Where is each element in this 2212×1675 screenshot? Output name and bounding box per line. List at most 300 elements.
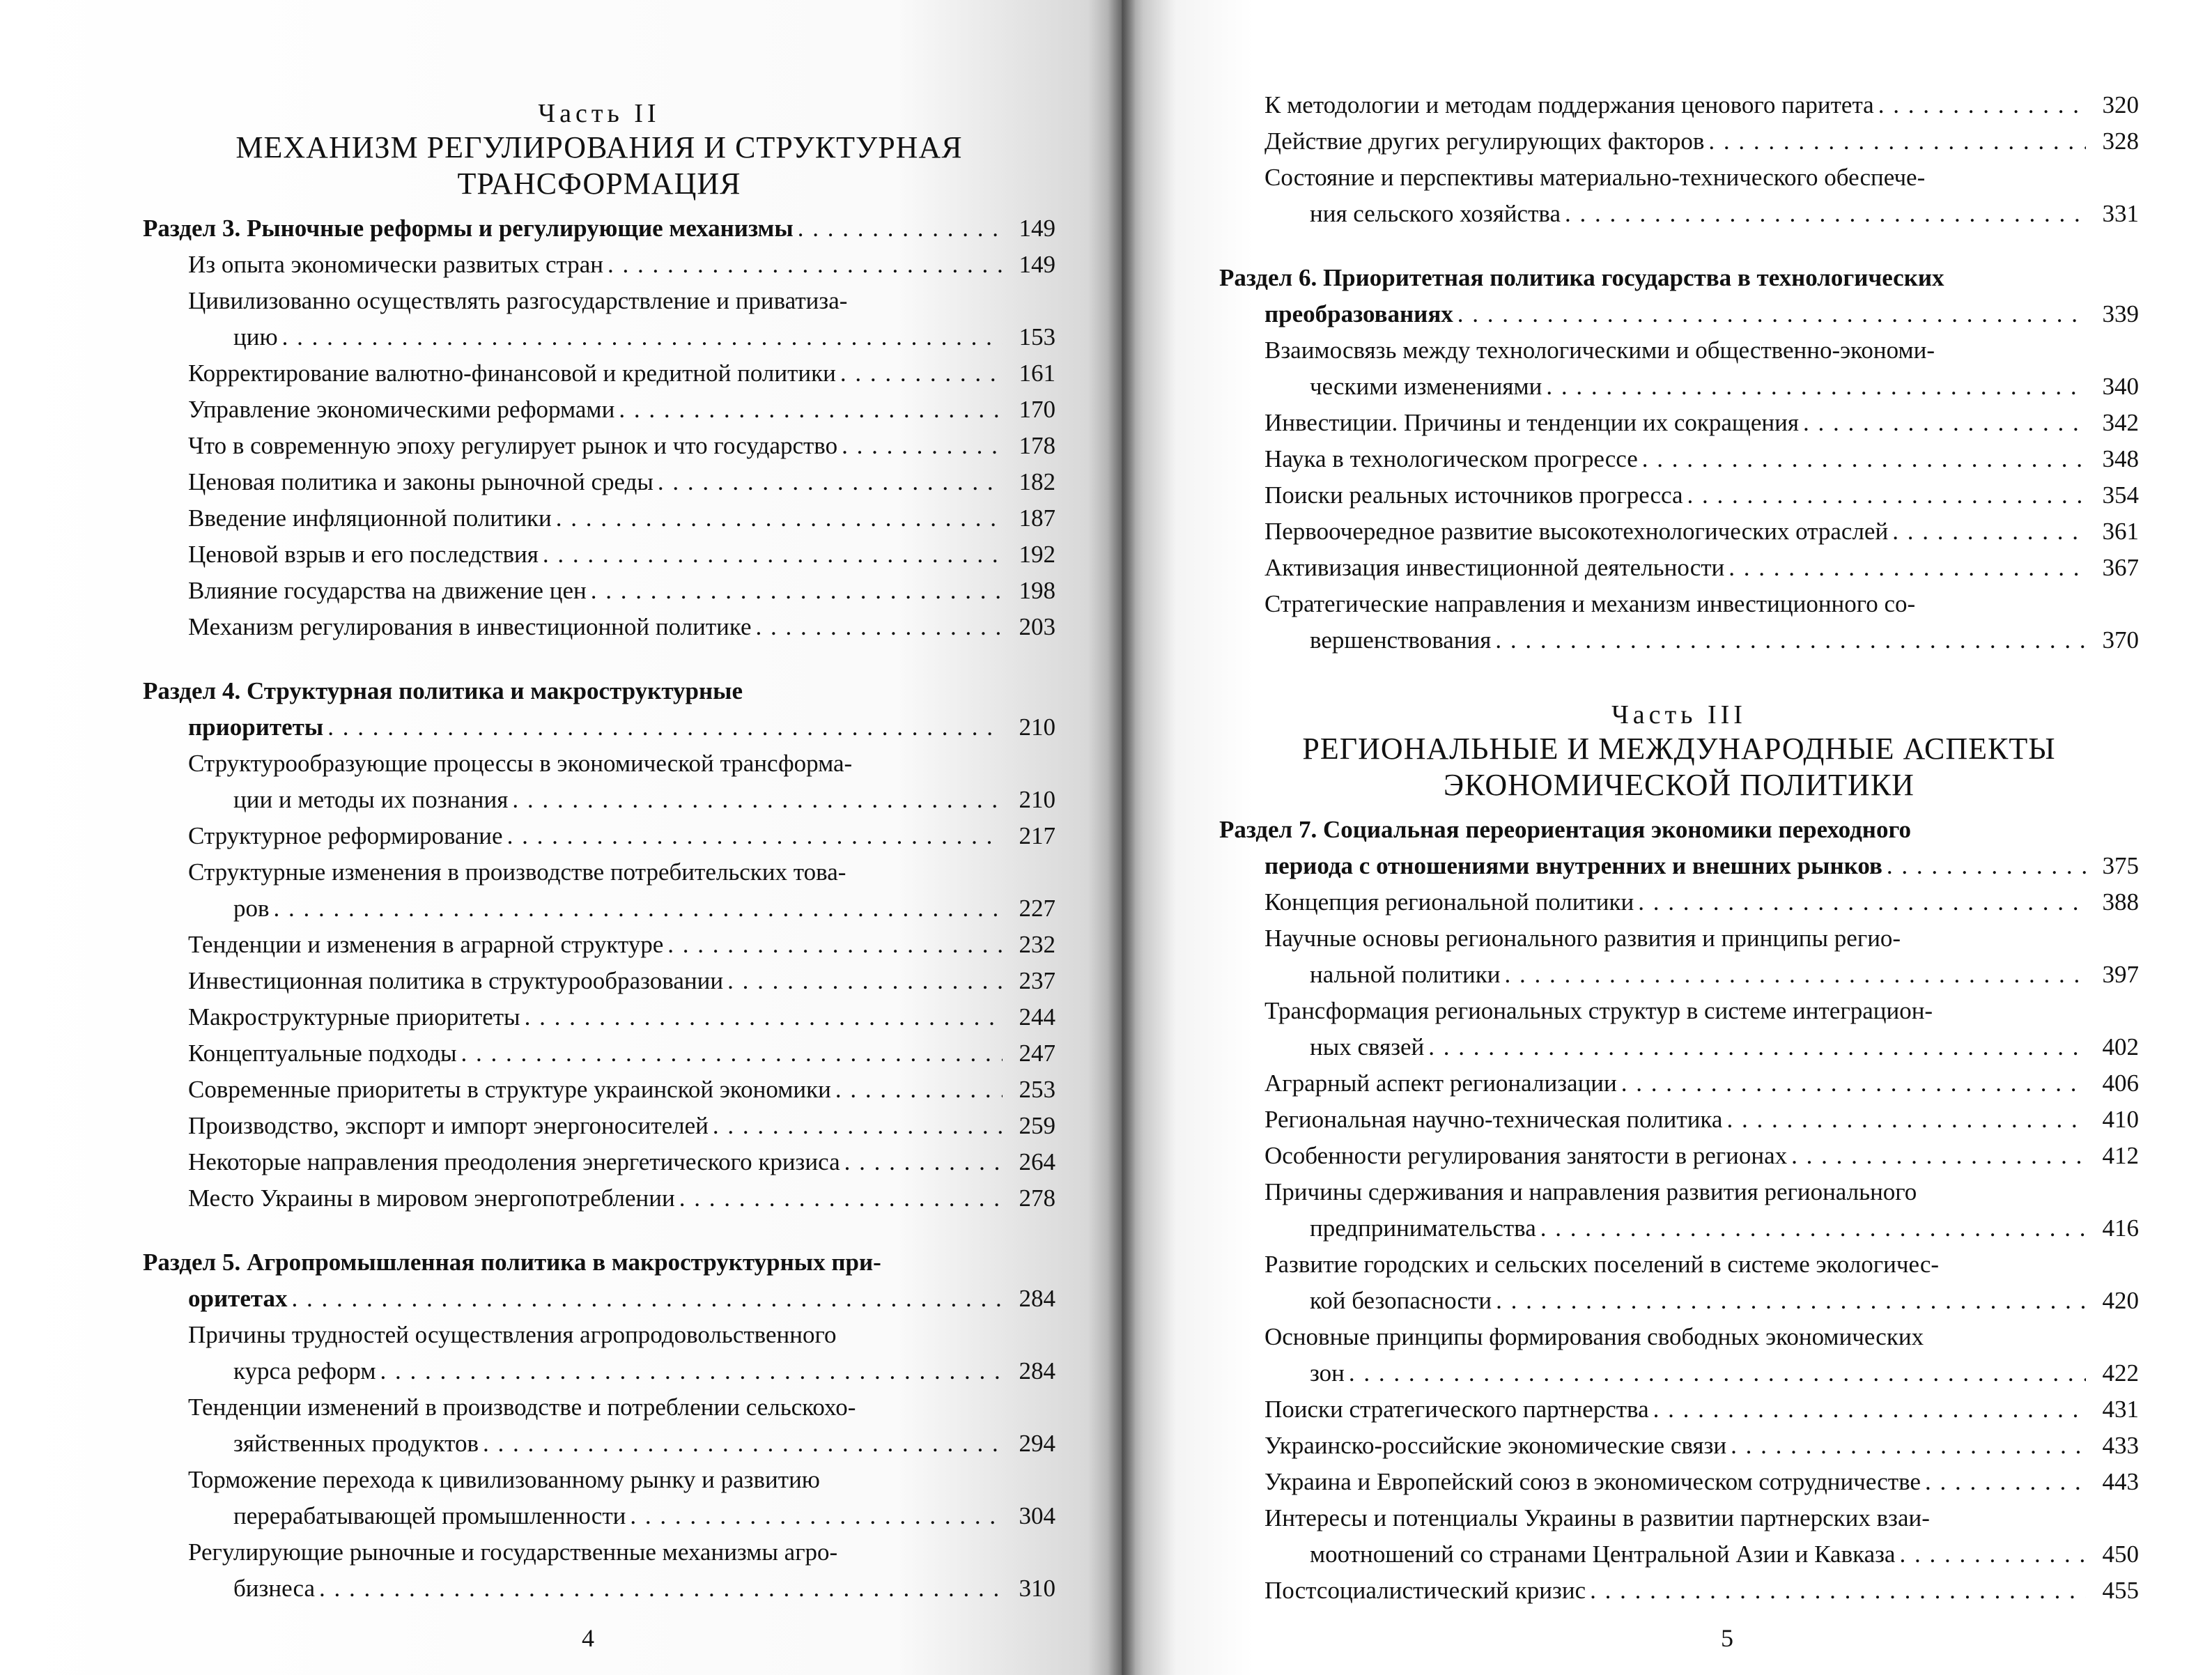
section-title-text: преобразованиях xyxy=(1264,300,1453,327)
book-gutter xyxy=(1108,0,1136,1675)
toc-line xyxy=(1264,920,2139,957)
toc-entry-text: Региональная научно-техническая политика xyxy=(1264,1106,1723,1133)
toc-entry-text: Структурные изменения в производстве потребительских това- xyxy=(188,858,846,886)
toc-page-number: 342 xyxy=(2102,409,2139,436)
toc-entry xyxy=(143,464,1055,500)
toc-line xyxy=(188,818,1055,854)
toc-line xyxy=(188,999,1055,1035)
toc-entry-text: Взаимосвязь между технологическими и общественно-экономи- xyxy=(1264,337,1935,364)
toc-entry xyxy=(1219,87,2139,123)
toc-entry-text: Инвестиции. Причины и тенденции их сокращения xyxy=(1264,409,1799,436)
toc-entry xyxy=(1219,1065,2139,1102)
toc-entry xyxy=(143,1389,1055,1462)
toc-entry-text: Структурное реформирование xyxy=(188,822,503,849)
toc-entry xyxy=(143,537,1055,573)
dot-leader xyxy=(1642,441,2086,477)
toc-page-number: 310 xyxy=(1019,1575,1055,1602)
left-sections xyxy=(143,210,1055,1607)
toc-line xyxy=(188,1180,1055,1217)
section-title xyxy=(143,673,1055,746)
toc-line xyxy=(188,392,1055,428)
dot-leader xyxy=(630,1498,1003,1534)
dot-leader xyxy=(1791,1138,2086,1174)
toc-entry xyxy=(143,1035,1055,1072)
toc-page-number: 161 xyxy=(1019,360,1055,387)
toc-entry xyxy=(143,1317,1055,1389)
toc-entry-text: вершенствования xyxy=(1310,626,1492,654)
toc-page-number: 304 xyxy=(1019,1502,1055,1529)
toc-entry xyxy=(143,746,1055,818)
toc-page-number: 431 xyxy=(2102,1396,2139,1423)
toc-line xyxy=(188,746,1055,782)
toc-entry xyxy=(143,500,1055,537)
part-title-line: ТРАНСФОРМАЦИЯ xyxy=(457,167,741,201)
toc-entry xyxy=(143,1534,1055,1607)
toc-entry-text: бизнеса xyxy=(233,1575,315,1602)
dot-leader xyxy=(507,818,1003,854)
toc-page-number: 264 xyxy=(1019,1148,1055,1175)
dot-leader xyxy=(608,247,1003,283)
toc-entry-text: К методологии и методам поддержания ценового паритета xyxy=(1264,91,1874,118)
toc-entry xyxy=(1219,1246,2139,1319)
dot-leader xyxy=(1728,550,2086,586)
toc-page-number: 203 xyxy=(1019,613,1055,640)
section-title xyxy=(143,1244,1055,1317)
toc-entry-text: Структурообразующие процессы в экономической трансформа- xyxy=(188,750,853,777)
dot-leader xyxy=(1887,848,2086,884)
toc-entry xyxy=(1219,441,2139,477)
toc-page-number: 339 xyxy=(2102,300,2139,327)
dot-leader xyxy=(842,428,1003,464)
toc-entry-text: Поиски стратегического партнерства xyxy=(1264,1396,1649,1423)
section-title-text: Раздел 3. Рыночные реформы и регулирующие механизмы xyxy=(143,215,794,242)
toc-line xyxy=(188,782,1055,818)
toc-section xyxy=(143,210,1055,645)
dot-leader xyxy=(844,1144,1003,1180)
toc-entry-text: Причины сдерживания и направления развития регионального xyxy=(1264,1178,1917,1205)
toc-entry-text: Первоочередное развитие высокотехнологических отраслей xyxy=(1264,518,1889,545)
toc-line xyxy=(1264,87,2139,123)
toc-entry-text: Трансформация региональных структур в системе интеграцион- xyxy=(1264,997,1933,1024)
section-title-text: Раздел 7. Социальная переориентация экономики переходного xyxy=(1219,816,1911,843)
toc-line xyxy=(188,1534,1055,1570)
toc-page-number: 187 xyxy=(1019,504,1055,532)
dot-leader xyxy=(512,782,1003,818)
toc-page-number: 367 xyxy=(2102,554,2139,581)
toc-page-number: 340 xyxy=(2102,373,2139,400)
section-title xyxy=(1219,812,2139,884)
toc-line xyxy=(1264,1246,2139,1283)
dot-leader xyxy=(658,464,1003,500)
toc-line xyxy=(143,210,1055,247)
toc-entry xyxy=(1219,920,2139,993)
toc-line xyxy=(188,464,1055,500)
toc-entry-text: моотношений со странами Центральной Азии и Кавказа xyxy=(1310,1541,1896,1568)
part-heading xyxy=(143,98,1055,202)
toc-line xyxy=(188,247,1055,283)
toc-page-number: 192 xyxy=(1019,541,1055,568)
dot-leader xyxy=(1621,1065,2086,1102)
toc-entry-text: цию xyxy=(233,323,278,350)
toc-line xyxy=(188,1108,1055,1144)
dot-leader xyxy=(1892,514,2086,550)
toc-line xyxy=(1264,1573,2139,1609)
toc-entry-text: нальной политики xyxy=(1310,961,1501,988)
toc-entry xyxy=(1219,586,2139,658)
toc-line xyxy=(1219,296,2139,332)
toc-page-number: 227 xyxy=(1019,895,1055,922)
toc-line xyxy=(188,319,1055,355)
toc-line xyxy=(188,1317,1055,1353)
toc-line xyxy=(188,1462,1055,1498)
toc-entry-text: Постсоциалистический кризис xyxy=(1264,1577,1586,1604)
toc-page-number: 433 xyxy=(2102,1432,2139,1459)
toc-line xyxy=(188,609,1055,645)
dot-leader xyxy=(483,1426,1003,1462)
toc-line xyxy=(1219,848,2139,884)
toc-entry-text: зяйственных продуктов xyxy=(233,1430,479,1457)
toc-page-number: 278 xyxy=(1019,1184,1055,1212)
toc-entry-text: Ценовой взрыв и его последствия xyxy=(188,541,539,568)
toc-page-number: 348 xyxy=(2102,445,2139,472)
toc-page-number: 328 xyxy=(2102,128,2139,155)
toc-entry xyxy=(143,854,1055,927)
section-title-text: приоритеты xyxy=(188,713,324,741)
section-title-text: оритетах xyxy=(188,1285,288,1312)
section-title xyxy=(1219,260,2139,332)
toc-line xyxy=(1264,405,2139,441)
toc-line xyxy=(188,1353,1055,1389)
toc-line xyxy=(1264,369,2139,405)
toc-line xyxy=(143,1244,1055,1281)
toc-page-number: 406 xyxy=(2102,1070,2139,1097)
right-page-content xyxy=(1219,87,2139,1609)
toc-entry xyxy=(143,999,1055,1035)
toc-entry xyxy=(143,609,1055,645)
toc-entry xyxy=(143,927,1055,963)
toc-line xyxy=(188,573,1055,609)
dot-leader xyxy=(727,963,1003,999)
toc-line xyxy=(1219,260,2139,296)
toc-entry xyxy=(1219,1391,2139,1428)
carryover-entries xyxy=(1219,87,2139,232)
toc-entry-text: ния сельского хозяйства xyxy=(1310,200,1561,227)
toc-entry-text: Регулирующие рыночные и государственные механизмы агро- xyxy=(188,1538,838,1566)
toc-page-number: 375 xyxy=(2102,852,2139,879)
toc-entry-text: Особенности регулирования занятости в регионах xyxy=(1264,1142,1788,1169)
section-title-text: Раздел 6. Приоритетная политика государства в технологических xyxy=(1219,264,1944,291)
part-title-line: РЕГИОНАЛЬНЫЕ И МЕЖДУНАРОДНЫЕ АСПЕКТЫ xyxy=(1302,732,2056,766)
toc-entry-text: Торможение перехода к цивилизованному рынку и развитию xyxy=(188,1466,820,1493)
dot-leader xyxy=(1457,296,2086,332)
toc-entry xyxy=(143,573,1055,609)
dot-leader xyxy=(1687,477,2086,514)
toc-section xyxy=(143,1244,1055,1607)
toc-entry-text: Стратегические направления и механизм инвестиционного со- xyxy=(1264,590,1916,617)
toc-page-number: 237 xyxy=(1019,967,1055,994)
dot-leader xyxy=(525,999,1003,1035)
toc-line xyxy=(1264,514,2139,550)
toc-page-number: 388 xyxy=(2102,888,2139,916)
page-number: 4 xyxy=(582,1624,594,1652)
toc-entry-text: Наука в технологическом прогрессе xyxy=(1264,445,1638,472)
toc-page-number: 259 xyxy=(1019,1112,1055,1139)
part-label: Часть II xyxy=(538,99,660,128)
dot-leader xyxy=(1899,1536,2086,1573)
toc-line xyxy=(1264,1210,2139,1246)
section-title xyxy=(143,210,1055,247)
toc-entry-text: Влияние государства на движение цен xyxy=(188,577,587,604)
toc-line xyxy=(188,1426,1055,1462)
toc-entry xyxy=(1219,1500,2139,1573)
toc-entry-text: Причины трудностей осуществления агропродовольственного xyxy=(188,1321,837,1348)
dot-leader xyxy=(327,709,1003,746)
toc-page-number: 354 xyxy=(2102,481,2139,509)
toc-page-number: 361 xyxy=(2102,518,2139,545)
toc-page-number: 178 xyxy=(1019,432,1055,459)
dot-leader xyxy=(543,537,1003,573)
toc-page-number: 416 xyxy=(2102,1214,2139,1242)
part-heading xyxy=(1219,699,2139,803)
toc-line xyxy=(188,500,1055,537)
toc-page-number: 232 xyxy=(1019,931,1055,958)
dot-leader xyxy=(282,319,1003,355)
toc-line xyxy=(1264,1283,2139,1319)
dot-leader xyxy=(1878,87,2086,123)
toc-entry-text: Интересы и потенциалы Украины в развитии партнерских взаи- xyxy=(1264,1504,1930,1531)
toc-entry-text: Активизация инвестиционной деятельности xyxy=(1264,554,1725,581)
toc-entry-text: Введение инфляционной политики xyxy=(188,504,552,532)
dot-leader xyxy=(679,1180,1003,1217)
toc-entry-text: Корректирование валютно-финансовой и кредитной политики xyxy=(188,360,836,387)
dot-leader xyxy=(835,1072,1003,1108)
toc-line xyxy=(1264,1536,2139,1573)
toc-line xyxy=(1264,332,2139,369)
toc-entry xyxy=(1219,514,2139,550)
toc-line xyxy=(1264,1065,2139,1102)
toc-page-number: 402 xyxy=(2102,1033,2139,1060)
toc-entry xyxy=(143,1180,1055,1217)
toc-line xyxy=(1264,1138,2139,1174)
dot-leader xyxy=(380,1353,1003,1389)
toc-line xyxy=(143,709,1055,746)
toc-entry xyxy=(143,1072,1055,1108)
toc-page-number: 198 xyxy=(1019,577,1055,604)
toc-entry xyxy=(143,1144,1055,1180)
toc-line xyxy=(143,673,1055,709)
dot-leader xyxy=(591,573,1003,609)
toc-page-number: 247 xyxy=(1019,1040,1055,1067)
section-title-text: Раздел 4. Структурная политика и макроструктурные xyxy=(143,677,743,704)
dot-leader xyxy=(798,210,1003,247)
toc-entry xyxy=(143,247,1055,283)
toc-line xyxy=(188,963,1055,999)
toc-entry xyxy=(1219,477,2139,514)
dot-leader xyxy=(1546,369,2086,405)
dot-leader xyxy=(556,500,1003,537)
toc-entry xyxy=(1219,160,2139,232)
toc-page-number: 182 xyxy=(1019,468,1055,495)
toc-entry-text: ров xyxy=(233,895,270,922)
toc-line xyxy=(1264,586,2139,622)
toc-page-number: 422 xyxy=(2102,1359,2139,1387)
toc-page-number: 320 xyxy=(2102,91,2139,118)
toc-entry-text: Механизм регулирования в инвестиционной политике xyxy=(188,613,752,640)
part-title-line: МЕХАНИЗМ РЕГУЛИРОВАНИЯ И СТРУКТУРНАЯ xyxy=(235,130,963,164)
toc-page-number: 450 xyxy=(2102,1541,2139,1568)
toc-entry-text: ных связей xyxy=(1310,1033,1425,1060)
dot-leader xyxy=(1803,405,2086,441)
toc-entry-text: ции и методы их познания xyxy=(233,786,509,813)
toc-entry-text: Состояние и перспективы материально-технического обеспече- xyxy=(1264,164,1926,191)
toc-entry xyxy=(143,283,1055,355)
dot-leader xyxy=(1708,123,2086,160)
toc-entry-text: курса реформ xyxy=(233,1357,376,1384)
dot-leader xyxy=(1540,1210,2086,1246)
toc-line xyxy=(188,355,1055,392)
toc-entry xyxy=(1219,1428,2139,1464)
dot-leader xyxy=(1496,1283,2086,1319)
toc-line xyxy=(188,1144,1055,1180)
toc-entry-text: Основные принципы формирования свободных экономических xyxy=(1264,1323,1924,1350)
toc-entry-text: Действие других регулирующих факторов xyxy=(1264,128,1705,155)
dot-leader xyxy=(291,1281,1003,1317)
toc-line xyxy=(1264,1029,2139,1065)
toc-entry xyxy=(1219,1102,2139,1138)
toc-entry xyxy=(1219,1138,2139,1174)
toc-entry-text: Развитие городских и сельских поселений в системе экологичес- xyxy=(1264,1251,1940,1278)
toc-page-number: 294 xyxy=(1019,1430,1055,1457)
toc-line xyxy=(1264,1464,2139,1500)
part-label: Часть III xyxy=(1611,700,1747,730)
toc-line xyxy=(1264,441,2139,477)
toc-entry xyxy=(1219,1174,2139,1246)
toc-page-number: 217 xyxy=(1019,822,1055,849)
toc-entry-text: Макроструктурные приоритеты xyxy=(188,1003,520,1031)
toc-page-number: 149 xyxy=(1019,251,1055,278)
toc-line xyxy=(188,1389,1055,1426)
dot-leader xyxy=(667,927,1003,963)
toc-page-number: 331 xyxy=(2102,200,2139,227)
toc-line xyxy=(1264,1391,2139,1428)
toc-entry xyxy=(1219,123,2139,160)
toc-entry-text: Тенденции и изменения в аграрной структуре xyxy=(188,931,664,958)
toc-line xyxy=(1264,123,2139,160)
toc-line xyxy=(1264,1428,2139,1464)
toc-entry-text: Украина и Европейский союз в экономическом сотрудничестве xyxy=(1264,1468,1921,1495)
toc-line xyxy=(188,1072,1055,1108)
toc-line xyxy=(1264,884,2139,920)
toc-line xyxy=(1264,1174,2139,1210)
toc-entry-text: Ценовая политика и законы рыночной среды xyxy=(188,468,653,495)
toc-entry xyxy=(143,392,1055,428)
toc-line xyxy=(188,1035,1055,1072)
toc-entry-text: Украинско-российские экономические связи xyxy=(1264,1432,1727,1459)
toc-page-number: 455 xyxy=(2102,1577,2139,1604)
toc-section xyxy=(143,673,1055,1217)
dot-leader xyxy=(1731,1428,2086,1464)
dot-leader xyxy=(1726,1102,2086,1138)
toc-entry-text: предпринимательства xyxy=(1310,1214,1536,1242)
dot-leader xyxy=(274,890,1003,927)
dot-leader xyxy=(1565,196,2086,232)
left-page-content xyxy=(143,98,1055,1607)
toc-line xyxy=(1264,196,2139,232)
toc-entry xyxy=(143,355,1055,392)
toc-entry xyxy=(1219,550,2139,586)
toc-entry-text: ческими изменениями xyxy=(1310,373,1542,400)
dot-leader xyxy=(1653,1391,2086,1428)
toc-line xyxy=(188,537,1055,573)
toc-line xyxy=(1264,993,2139,1029)
dot-leader xyxy=(1349,1355,2086,1391)
toc-page-number: 153 xyxy=(1019,323,1055,350)
toc-entry-text: Научные основы регионального развития и принципы регио- xyxy=(1264,925,1901,952)
toc-line xyxy=(1264,160,2139,196)
toc-entry xyxy=(1219,884,2139,920)
toc-line xyxy=(188,890,1055,927)
toc-line xyxy=(1264,1500,2139,1536)
dot-leader xyxy=(1638,884,2086,920)
dot-leader xyxy=(461,1035,1003,1072)
dot-leader xyxy=(713,1108,1003,1144)
toc-line xyxy=(1264,622,2139,658)
toc-entry-text: Управление экономическими реформами xyxy=(188,396,615,423)
toc-entry-text: Из опыта экономически развитых стран xyxy=(188,251,604,278)
toc-line xyxy=(188,283,1055,319)
dot-leader xyxy=(619,392,1003,428)
toc-entry-text: Аграрный аспект регионализации xyxy=(1264,1070,1617,1097)
toc-line xyxy=(188,1498,1055,1534)
toc-entry xyxy=(1219,1319,2139,1391)
toc-line xyxy=(188,428,1055,464)
toc-entry-text: Тенденции изменений в производстве и потреблении сельскохо- xyxy=(188,1394,856,1421)
page-number: 5 xyxy=(1721,1624,1733,1652)
dot-leader xyxy=(319,1570,1003,1607)
toc-entry-text: Концептуальные подходы xyxy=(188,1040,457,1067)
toc-line xyxy=(1219,812,2139,848)
toc-entry-text: Место Украины в мировом энергопотреблении xyxy=(188,1184,675,1212)
dot-leader xyxy=(1590,1573,2086,1609)
toc-line xyxy=(188,927,1055,963)
toc-page-number: 410 xyxy=(2102,1106,2139,1133)
toc-page-number: 210 xyxy=(1019,786,1055,813)
dot-leader xyxy=(756,609,1003,645)
toc-line xyxy=(1264,477,2139,514)
toc-entry-text: перерабатывающей промышленности xyxy=(233,1502,626,1529)
toc-entry xyxy=(1219,405,2139,441)
toc-page-number: 170 xyxy=(1019,396,1055,423)
toc-entry xyxy=(143,963,1055,999)
dot-leader xyxy=(1428,1029,2086,1065)
toc-page-number: 397 xyxy=(2102,961,2139,988)
toc-page-number: 412 xyxy=(2102,1142,2139,1169)
dot-leader xyxy=(1495,622,2086,658)
toc-page-number: 284 xyxy=(1019,1285,1055,1312)
toc-entry-text: Что в современную эпоху регулирует рынок и что государство xyxy=(188,432,838,459)
toc-entry-text: Современные приоритеты в структуре украинской экономики xyxy=(188,1076,831,1103)
toc-page-number: 253 xyxy=(1019,1076,1055,1103)
toc-entry xyxy=(1219,332,2139,405)
dot-leader xyxy=(1925,1464,2086,1500)
toc-entry-text: Некоторые направления преодоления энергетического кризиса xyxy=(188,1148,840,1175)
toc-page-number: 284 xyxy=(1019,1357,1055,1384)
section-title-text: периода с отношениями внутренних и внешних рынков xyxy=(1264,852,1882,879)
toc-line xyxy=(188,1570,1055,1607)
toc-entry-text: Цивилизованно осуществлять разгосударствление и приватиза- xyxy=(188,287,848,314)
toc-entry-text: Инвестиционная политика в структурообразовании xyxy=(188,967,724,994)
toc-line xyxy=(1264,957,2139,993)
